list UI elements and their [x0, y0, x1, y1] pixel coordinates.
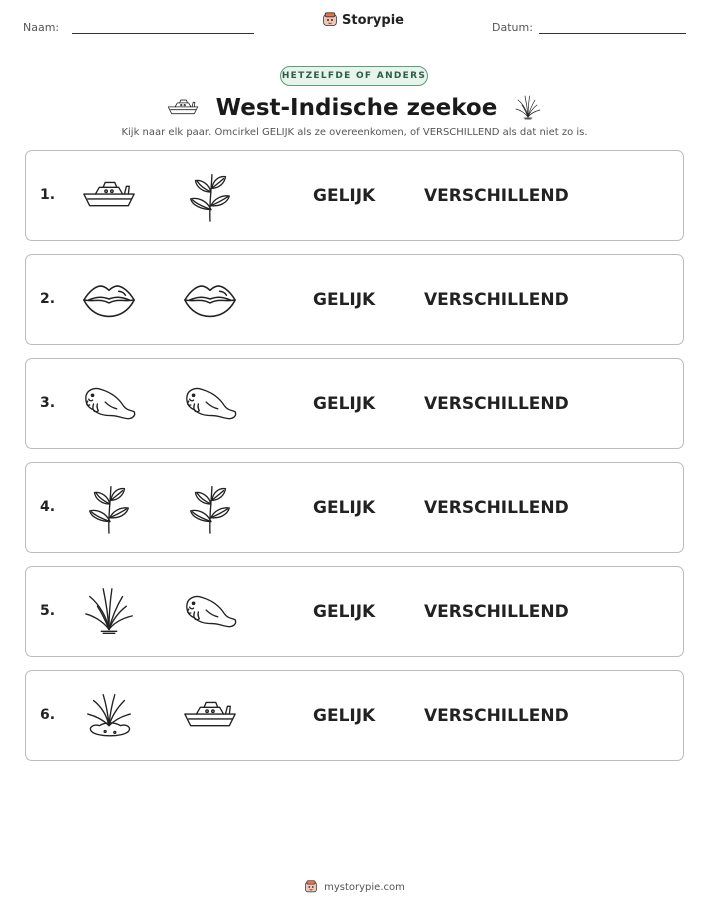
storypie-footer-icon: [304, 880, 318, 894]
storypie-logo: [322, 12, 404, 28]
boat-icon: [181, 687, 239, 745]
lips-icon: [181, 271, 239, 329]
option-different[interactable]: VERSCHILLEND: [424, 290, 569, 310]
manatee-icon: [181, 583, 239, 641]
manatee-icon: [181, 375, 239, 433]
option-different[interactable]: VERSCHILLEND: [424, 394, 569, 414]
seagrass-island-icon: [80, 687, 138, 745]
question-card: [25, 462, 684, 553]
title-row: [0, 91, 709, 125]
question-card: [25, 150, 684, 241]
question-number: 5.: [40, 603, 56, 619]
option-same[interactable]: GELIJK: [313, 290, 376, 310]
option-same[interactable]: GELIJK: [313, 602, 376, 622]
manatee-icon: [80, 375, 138, 433]
question-number: 2.: [40, 291, 56, 307]
plant-icon: [181, 479, 239, 537]
question-card: [25, 254, 684, 345]
option-same[interactable]: GELIJK: [313, 706, 376, 726]
name-label: Naam:: [23, 21, 60, 34]
instructions: Kijk naar elk paar. Omcirkel GELIJK als ze overeenkomen, of VERSCHILLEND als dat niet zo is.: [121, 127, 588, 138]
option-different[interactable]: VERSCHILLEND: [424, 706, 569, 726]
lips-icon: [80, 271, 138, 329]
date-line[interactable]: [539, 33, 686, 34]
footer-url: mystorypie.com: [324, 881, 405, 893]
plant-icon: [80, 479, 138, 537]
boat-icon: [166, 91, 200, 125]
question-number: 4.: [40, 499, 56, 515]
question-number: 6.: [40, 707, 56, 723]
footer: [0, 880, 709, 894]
question-number: 3.: [40, 395, 56, 411]
option-same[interactable]: GELIJK: [313, 498, 376, 518]
question-card: [25, 358, 684, 449]
date-label: Datum:: [492, 21, 533, 34]
option-same[interactable]: GELIJK: [313, 394, 376, 414]
seagrass-icon: [80, 583, 138, 641]
option-same[interactable]: GELIJK: [313, 186, 376, 206]
brand-name: Storypie: [342, 12, 404, 28]
question-card: [25, 670, 684, 761]
option-different[interactable]: VERSCHILLEND: [424, 498, 569, 518]
option-different[interactable]: VERSCHILLEND: [424, 602, 569, 622]
question-number: 1.: [40, 187, 56, 203]
name-line[interactable]: [72, 33, 254, 34]
storypie-logo-icon: [322, 12, 338, 28]
boat-icon: [80, 167, 138, 225]
option-different[interactable]: VERSCHILLEND: [424, 186, 569, 206]
seagrass-icon: [513, 93, 543, 123]
page-title: West-Indische zeekoe: [215, 95, 498, 121]
worksheet-type-badge: HETZELFDE OF ANDERS: [280, 66, 428, 86]
plant-icon: [181, 167, 239, 225]
question-card: [25, 566, 684, 657]
